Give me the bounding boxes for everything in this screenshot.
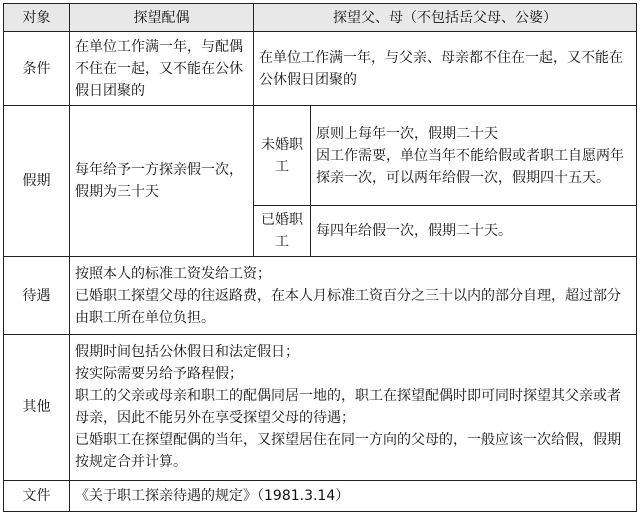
leave-row-unmarried — [4, 106, 637, 206]
header-row — [4, 4, 637, 32]
pay-line: 按照本人的标准工资发给工资； — [75, 265, 271, 282]
header-object: 对象 — [4, 4, 70, 32]
unmarried-label: 未婚职工 — [254, 106, 311, 206]
pay-row — [4, 257, 637, 334]
leave-label: 假期 — [4, 106, 70, 257]
other-line: 假期时间包括公休假日和法定假日； — [75, 344, 299, 361]
other-line: 按实际需要另给予路程假； — [75, 366, 243, 383]
unmarried-line: 因工作需要，单位当年不能给假或者职工自愿两年探亲一次，可以两年给假一次，假期四十五天。 — [316, 147, 624, 186]
unmarried-leave-text — [311, 106, 637, 206]
pay-label: 待遇 — [4, 257, 70, 334]
document-text: 《关于职工探亲待遇的规定》（1981.3.14） — [70, 480, 637, 511]
header-parents: 探望父、母（不包括岳父母、公婆） — [254, 4, 637, 32]
document-label: 文件 — [4, 480, 70, 511]
other-line: 职工的父亲或母亲和职工的配偶同居一地的，职工在探望配偶时即可同时探望其父亲或者母亲，因此不能另外在享受探望父母的待遇； — [75, 388, 621, 427]
conditions-spouse: 在单位工作满一年，与配偶不住在一起，又不能在公休假日团聚的 — [70, 32, 254, 106]
header-spouse: 探望配偶 — [70, 4, 254, 32]
document-row — [4, 480, 637, 511]
unmarried-line: 原则上每年一次，假期二十天 — [316, 125, 498, 142]
conditions-row — [4, 32, 637, 106]
conditions-parents: 在单位工作满一年，与父亲、母亲都不住在一起，又不能在公休假日团聚的 — [254, 32, 637, 106]
other-text — [70, 334, 637, 480]
other-line: 已婚职工在探望配偶的当年，又探望居住在同一方向的父母的，一般应该一次给假，假期按规定合并计算。 — [75, 432, 621, 471]
conditions-label: 条件 — [4, 32, 70, 106]
pay-line: 已婚职工探望父母的往返路费，在本人月标准工资百分之三十以内的部分自理，超过部分由职工所在单位负担。 — [75, 287, 621, 326]
married-leave-text: 每四年给假一次，假期二十天。 — [311, 206, 637, 257]
home-leave-policy-table — [3, 3, 637, 512]
other-label: 其他 — [4, 334, 70, 480]
leave-spouse: 每年给予一方探亲假一次，假期为三十天 — [70, 106, 254, 257]
married-label: 已婚职工 — [254, 206, 311, 257]
pay-text — [70, 257, 637, 334]
other-row — [4, 334, 637, 480]
